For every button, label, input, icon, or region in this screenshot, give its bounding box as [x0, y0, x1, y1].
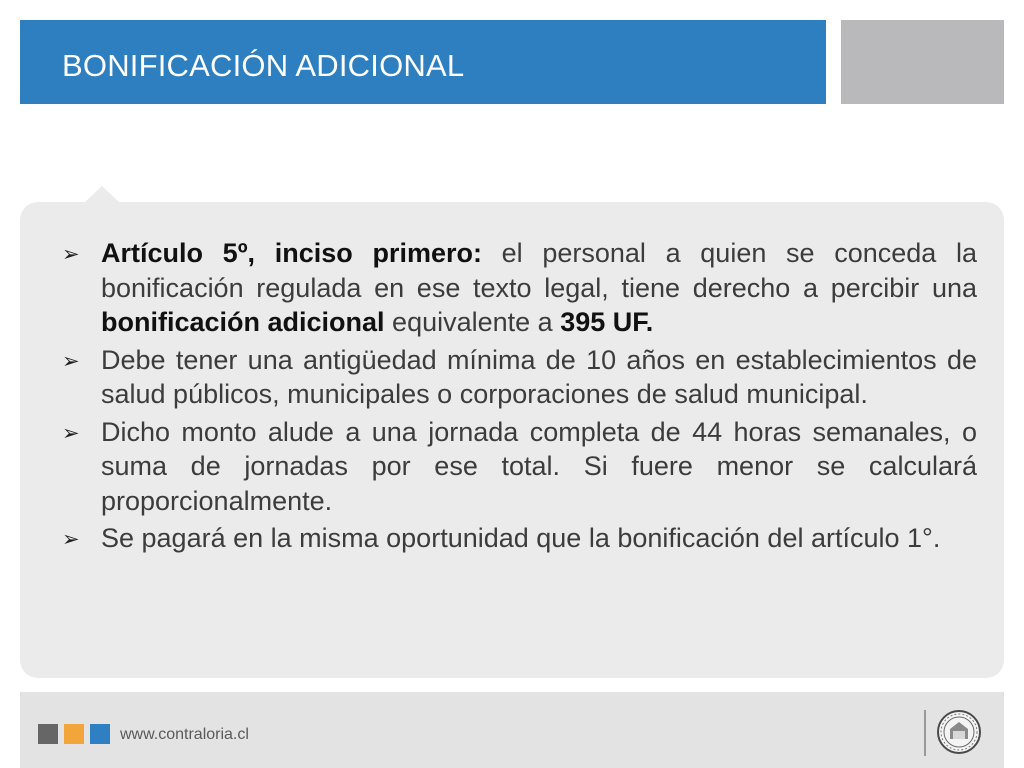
bullet-text-bold: Artículo 5º, inciso primero: — [101, 238, 482, 268]
bullet-item — [62, 521, 977, 556]
bullet-text: equivalente a — [384, 307, 561, 337]
bullet-text-bold: 395 UF. — [560, 307, 654, 337]
footer-square-orange — [64, 724, 84, 744]
bullet-item — [62, 415, 977, 519]
arrowhead-bullet-icon: ➢ — [62, 348, 80, 373]
slide-title: BONIFICACIÓN ADICIONAL — [62, 48, 465, 83]
bullet-list — [62, 236, 977, 559]
footer-url-link[interactable]: www.contraloria.cl — [120, 726, 249, 743]
title-side-block — [841, 20, 1004, 104]
bullet-text: Se pagará en la misma oportunidad que la bonificación del artículo 1°. — [101, 523, 941, 553]
footer — [20, 692, 1004, 768]
arrowhead-bullet-icon: ➢ — [62, 420, 80, 445]
footer-square-gray — [38, 724, 58, 744]
bullet-text-bold: bonificación adicional — [101, 307, 385, 337]
footer-divider — [924, 710, 926, 756]
footer-square-blue — [90, 724, 110, 744]
bullet-item — [62, 236, 977, 340]
bullet-item — [62, 343, 977, 412]
arrowhead-bullet-icon: ➢ — [62, 242, 80, 266]
title-bar — [20, 20, 826, 104]
bullet-text: el personal a quien se conceda la bonificación regulada en ese texto legal, tiene derecho a percibir una — [101, 238, 978, 303]
contraloria-seal-icon — [936, 709, 982, 755]
panel-notch — [84, 186, 120, 203]
bullet-text: Debe tener una antigüedad mínima de 10 años en establecimientos de salud públicos, municipales o corporaciones de salud municipal. — [101, 344, 977, 409]
bullet-text: Dicho monto alude a una jornada completa de 44 horas semanales, o suma de jornadas por ese total. Si fuere menor se calculará proporcionalmente. — [101, 416, 977, 516]
arrowhead-bullet-icon: ➢ — [62, 527, 80, 551]
